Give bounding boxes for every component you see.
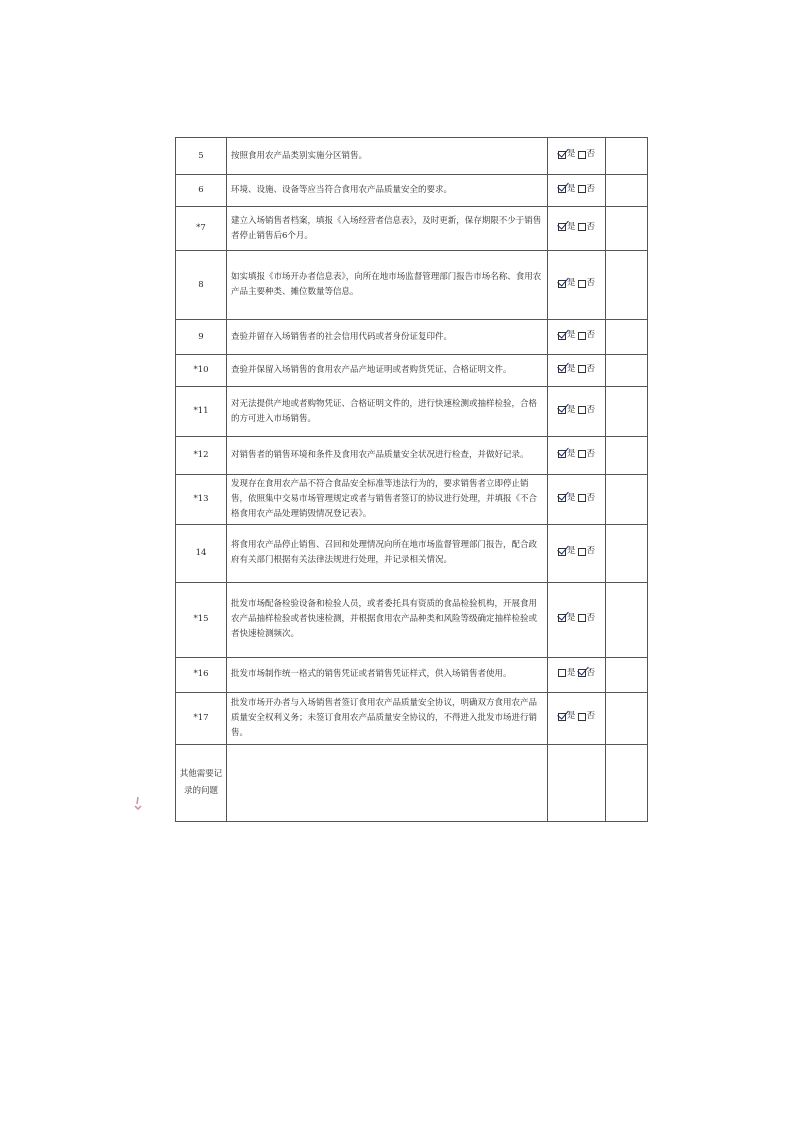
item-remark (606, 251, 648, 320)
checklist-row (176, 387, 648, 437)
item-requirement: 对销售者的销售环境和条件及食用农产品质量安全状况进行检查，并做好记录。 (227, 437, 548, 475)
item-number: *15 (176, 582, 227, 657)
checked-checkbox-icon[interactable] (558, 406, 566, 414)
item-remark (606, 475, 648, 525)
unchecked-checkbox-icon[interactable] (578, 151, 586, 159)
item-number: 14 (176, 524, 227, 582)
result-option-no[interactable] (578, 403, 596, 418)
item-result (548, 657, 606, 692)
item-remark (606, 692, 648, 744)
checked-checkbox-icon[interactable] (558, 151, 566, 159)
item-requirement: 建立入场销售者档案，填报《入场经营者信息表》，及时更新，保存期限不少于销售者停止销售后6个月。 (227, 207, 548, 251)
inspection-checklist (175, 137, 648, 822)
checklist-row (176, 475, 648, 525)
result-option-no[interactable] (578, 666, 596, 681)
item-result (548, 320, 606, 355)
checklist-row (176, 138, 648, 175)
other-issues-row (176, 744, 648, 821)
checklist-row (176, 355, 648, 387)
result-option-label: 否 (586, 363, 596, 374)
result-option-no[interactable] (578, 182, 596, 197)
checked-checkbox-icon[interactable] (558, 494, 566, 502)
checklist-row (176, 692, 648, 744)
checked-checkbox-icon[interactable] (558, 185, 566, 193)
result-option-yes[interactable] (558, 276, 576, 291)
result-option-no[interactable] (578, 544, 596, 559)
item-result (548, 138, 606, 175)
checked-checkbox-icon[interactable] (558, 280, 566, 288)
result-option-no[interactable] (578, 709, 596, 724)
checked-checkbox-icon[interactable] (558, 548, 566, 556)
result-option-no[interactable] (578, 328, 596, 343)
item-remark (606, 582, 648, 657)
checked-checkbox-icon[interactable] (558, 614, 566, 622)
checked-checkbox-icon[interactable] (558, 365, 566, 373)
other-issues-blank (606, 744, 648, 821)
item-result (548, 524, 606, 582)
result-option-yes[interactable] (558, 709, 576, 724)
other-issues-label: 其他需要记录的问题 (176, 744, 227, 821)
unchecked-checkbox-icon[interactable] (578, 450, 586, 458)
item-requirement: 发现存在食用农产品不符合食品安全标准等违法行为的，要求销售者立即停止销售，依照集中交易市场管理规定或者与销售者签订的协议进行处理，并填报《不合格食用农产品处理销毁情况登记表》。 (227, 475, 548, 525)
result-option-label: 是 (566, 448, 576, 459)
item-requirement: 批发市场配备检验设备和检验人员，或者委托具有资质的食品检验机构，开展食用农产品抽样检验或者快速检测，并根据食用农产品种类和风险等级确定抽样检验或者快速检测频次。 (227, 582, 548, 657)
result-option-no[interactable] (578, 491, 596, 506)
unchecked-checkbox-icon[interactable] (578, 185, 586, 193)
result-option-yes[interactable] (558, 491, 576, 506)
result-option-label: 否 (586, 612, 596, 623)
item-number: *16 (176, 657, 227, 692)
result-option-yes[interactable] (558, 544, 576, 559)
item-result (548, 251, 606, 320)
item-number: 5 (176, 138, 227, 175)
checked-checkbox-icon[interactable] (558, 223, 566, 231)
checklist-row (176, 582, 648, 657)
result-option-label: 是 (566, 404, 576, 415)
item-remark (606, 355, 648, 387)
result-option-label: 否 (586, 492, 596, 503)
result-option-label: 是 (566, 149, 576, 160)
result-option-no[interactable] (578, 447, 596, 462)
result-option-label: 否 (586, 330, 596, 341)
item-requirement: 按照食用农产品类别实施分区销售。 (227, 138, 548, 175)
item-result (548, 355, 606, 387)
checklist-row (176, 657, 648, 692)
result-option-no[interactable] (578, 147, 596, 162)
unchecked-checkbox-icon[interactable] (578, 332, 586, 340)
result-option-yes[interactable] (558, 220, 576, 235)
ink-mark (133, 796, 143, 810)
checked-checkbox-icon[interactable] (558, 450, 566, 458)
result-option-label: 否 (586, 667, 596, 678)
checklist-row (176, 207, 648, 251)
item-remark (606, 657, 648, 692)
result-option-yes[interactable] (558, 447, 576, 462)
item-result (548, 582, 606, 657)
result-option-label: 否 (586, 278, 596, 289)
result-option-label: 是 (566, 667, 576, 678)
result-option-yes[interactable] (558, 666, 576, 681)
item-requirement: 对无法提供产地或者购物凭证、合格证明文件的，进行快速检测或抽样检验，合格的方可进入市场销售。 (227, 387, 548, 437)
result-option-yes[interactable] (558, 611, 576, 626)
item-remark (606, 320, 648, 355)
item-number: 9 (176, 320, 227, 355)
unchecked-checkbox-icon[interactable] (578, 548, 586, 556)
checked-checkbox-icon[interactable] (558, 713, 566, 721)
result-option-yes[interactable] (558, 147, 576, 162)
result-option-label: 是 (566, 278, 576, 289)
result-option-label: 是 (566, 363, 576, 374)
item-requirement: 批发市场制作统一格式的销售凭证或者销售凭证样式，供入场销售者使用。 (227, 657, 548, 692)
checklist-row (176, 175, 648, 207)
item-remark (606, 437, 648, 475)
item-remark (606, 138, 648, 175)
item-result (548, 475, 606, 525)
result-option-no[interactable] (578, 220, 596, 235)
result-option-yes[interactable] (558, 362, 576, 377)
result-option-no[interactable] (578, 362, 596, 377)
checklist-row (176, 320, 648, 355)
result-option-label: 是 (566, 183, 576, 194)
result-option-no[interactable] (578, 611, 596, 626)
result-option-label: 否 (586, 149, 596, 160)
result-option-label: 是 (566, 492, 576, 503)
item-number: 6 (176, 175, 227, 207)
item-number: *7 (176, 207, 227, 251)
item-requirement: 查验并保留入场销售的食用农产品产地证明或者购货凭证、合格证明文件。 (227, 355, 548, 387)
item-remark (606, 387, 648, 437)
unchecked-checkbox-icon[interactable] (578, 280, 586, 288)
result-option-label: 是 (566, 612, 576, 623)
item-result (548, 437, 606, 475)
item-remark (606, 207, 648, 251)
unchecked-checkbox-icon[interactable] (578, 494, 586, 502)
unchecked-checkbox-icon[interactable] (578, 365, 586, 373)
unchecked-checkbox-icon[interactable] (578, 713, 586, 721)
item-number: *12 (176, 437, 227, 475)
checklist-table (175, 137, 648, 822)
result-option-label: 是 (566, 546, 576, 557)
item-result (548, 175, 606, 207)
item-requirement: 如实填报《市场开办者信息表》，向所在地市场监督管理部门报告市场名称、食用农产品主要种类、摊位数量等信息。 (227, 251, 548, 320)
checked-checkbox-icon[interactable] (578, 669, 586, 677)
item-number: *13 (176, 475, 227, 525)
result-option-label: 否 (586, 711, 596, 722)
item-result (548, 692, 606, 744)
result-option-label: 否 (586, 448, 596, 459)
other-issues-result (548, 744, 606, 821)
checklist-row (176, 251, 648, 320)
item-remark (606, 175, 648, 207)
item-result (548, 387, 606, 437)
other-issues-content (227, 744, 548, 821)
checked-checkbox-icon[interactable] (558, 332, 566, 340)
item-requirement: 批发市场开办者与入场销售者签订食用农产品质量安全协议，明确双方食用农产品质量安全权利义务；未签订食用农产品质量安全协议的，不得进入批发市场进行销售。 (227, 692, 548, 744)
unchecked-checkbox-icon[interactable] (578, 406, 586, 414)
item-result (548, 207, 606, 251)
unchecked-checkbox-icon[interactable] (558, 669, 566, 677)
result-option-yes[interactable] (558, 328, 576, 343)
item-number: *17 (176, 692, 227, 744)
unchecked-checkbox-icon[interactable] (578, 614, 586, 622)
unchecked-checkbox-icon[interactable] (578, 223, 586, 231)
result-option-no[interactable] (578, 276, 596, 291)
result-option-label: 否 (586, 183, 596, 194)
item-requirement: 查验并留存入场销售者的社会信用代码或者身份证复印件。 (227, 320, 548, 355)
result-option-label: 否 (586, 546, 596, 557)
item-requirement: 将食用农产品停止销售、召回和处理情况向所在地市场监督管理部门报告，配合政府有关部门根据有关法律法规进行处理，并记录相关情况。 (227, 524, 548, 582)
result-option-label: 否 (586, 221, 596, 232)
result-option-yes[interactable] (558, 182, 576, 197)
result-option-label: 否 (586, 404, 596, 415)
result-option-yes[interactable] (558, 403, 576, 418)
checklist-row (176, 524, 648, 582)
checklist-row (176, 437, 648, 475)
item-number: *10 (176, 355, 227, 387)
item-requirement: 环境、设施、设备等应当符合食用农产品质量安全的要求。 (227, 175, 548, 207)
result-option-label: 是 (566, 221, 576, 232)
item-remark (606, 524, 648, 582)
result-option-label: 是 (566, 330, 576, 341)
item-number: 8 (176, 251, 227, 320)
item-number: *11 (176, 387, 227, 437)
result-option-label: 是 (566, 711, 576, 722)
